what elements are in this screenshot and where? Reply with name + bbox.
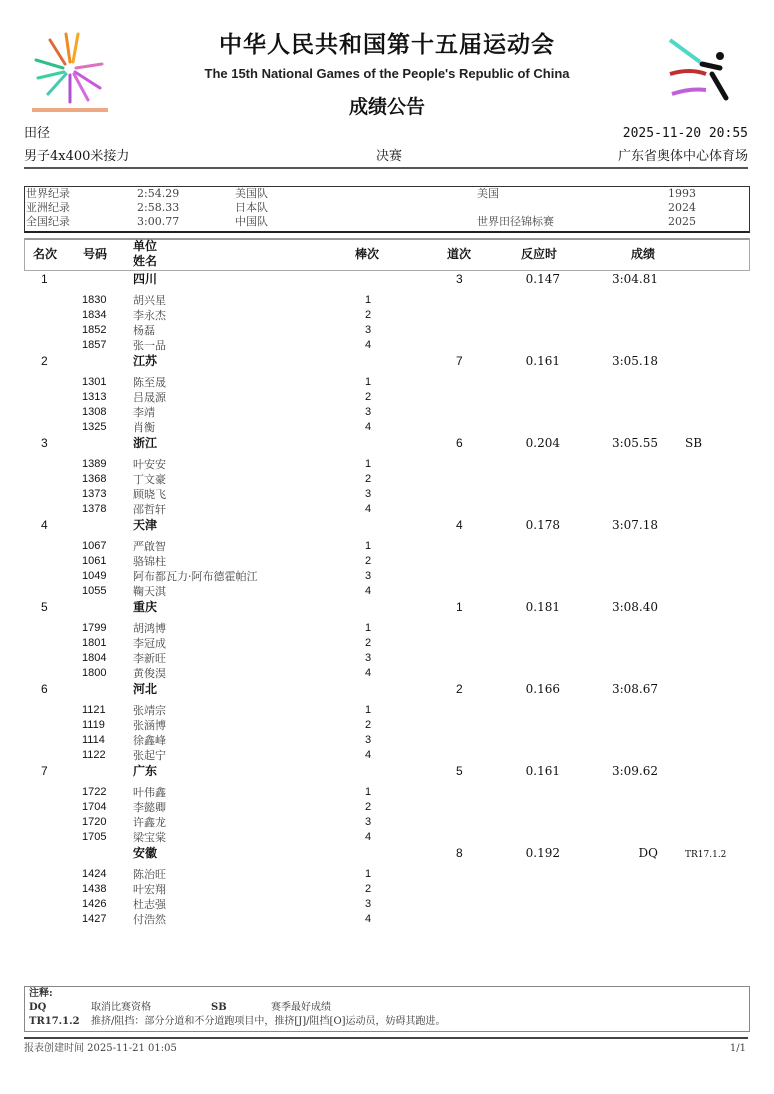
athlete-row [0, 816, 774, 831]
athlete-name: 叶宏翔 [133, 883, 166, 896]
team-result: 3:07.18 [611, 518, 658, 532]
athlete-row [0, 503, 774, 518]
team-lane: 8 [456, 846, 463, 860]
athlete-bib: 1122 [82, 749, 106, 761]
team-rank: 4 [41, 518, 48, 532]
athlete-name: 陈至晟 [133, 376, 166, 389]
team-name: 四川 [133, 272, 158, 286]
athlete-name: 李冠成 [133, 637, 166, 650]
athlete-row [0, 294, 774, 309]
athlete-leg: 4 [365, 585, 372, 597]
athlete-name: 梁宝棠 [133, 831, 166, 844]
athlete-bib: 1067 [82, 540, 107, 552]
athlete-name: 邵哲轩 [133, 503, 166, 516]
athlete-row [0, 473, 774, 488]
athlete-row [0, 339, 774, 354]
team-lane: 4 [456, 518, 463, 532]
team-lane: 3 [456, 272, 463, 286]
team-row [0, 764, 774, 786]
athlete-leg: 3 [365, 898, 372, 910]
athlete-leg: 3 [365, 488, 372, 500]
athlete-leg: 2 [365, 555, 372, 567]
athlete-bib: 1852 [82, 324, 107, 336]
datetime: 2025-11-20 20:55 [622, 126, 748, 141]
games-title-cn: 中华人民共和国第十五届运动会 [219, 32, 555, 58]
athlete-bib: 1800 [82, 667, 107, 679]
team-rank: 7 [41, 764, 48, 778]
athlete-name: 张起宁 [133, 749, 166, 762]
athlete-leg: 2 [365, 309, 372, 321]
athlete-row [0, 868, 774, 883]
athlete-row [0, 831, 774, 846]
athlete-bib: 1426 [82, 898, 107, 910]
athlete-name: 徐鑫峰 [133, 734, 166, 747]
athlete-name: 严啟智 [133, 540, 166, 553]
team-rank: 2 [41, 354, 48, 368]
athlete-row [0, 704, 774, 719]
report-created-time: 报表创建时间 2025-11-21 01:05 [24, 1043, 177, 1054]
athlete-bib: 1389 [82, 458, 107, 470]
athlete-leg: 1 [365, 458, 372, 470]
header-leg: 棒次 [355, 247, 380, 261]
athlete-row [0, 898, 774, 913]
athlete-leg: 3 [365, 816, 372, 828]
team-reaction: 0.181 [525, 600, 560, 614]
phase: 决赛 [376, 149, 403, 164]
athlete-leg: 3 [365, 324, 372, 336]
athlete-leg: 4 [365, 667, 372, 679]
athlete-leg: 4 [365, 339, 372, 351]
athlete-bib: 1049 [82, 570, 107, 582]
team-name: 河北 [133, 682, 158, 696]
record-year: 1993 [668, 187, 696, 200]
athlete-name: 阿布都瓦力·阿布德霍帕江 [133, 570, 258, 583]
note-dq-code: DQ [29, 1002, 47, 1013]
team-reaction: 0.166 [525, 682, 560, 696]
athlete-bib: 1705 [82, 831, 107, 843]
athlete-leg: 3 [365, 652, 372, 664]
header-lane: 道次 [447, 247, 472, 261]
results-table [0, 272, 774, 928]
notes-title: 注释: [29, 988, 53, 999]
athlete-row [0, 309, 774, 324]
athlete-bib: 1308 [82, 406, 107, 418]
athlete-bib: 1378 [82, 503, 107, 515]
team-result: 3:04.81 [611, 272, 658, 286]
record-type: 亚洲纪录 [26, 201, 70, 214]
team-reaction: 0.147 [525, 272, 560, 286]
athlete-row [0, 540, 774, 555]
athlete-leg: 3 [365, 734, 372, 746]
note-dq-desc: 取消比赛资格 [91, 1002, 151, 1013]
athlete-name: 肖衡 [133, 421, 155, 434]
note-sb-desc: 赛季最好成绩 [271, 1002, 331, 1013]
athlete-row [0, 555, 774, 570]
athlete-row [0, 667, 774, 682]
record-row [25, 215, 749, 229]
athlete-bib: 1857 [82, 339, 107, 351]
athlete-leg: 4 [365, 913, 372, 925]
team-rank: 5 [41, 600, 48, 614]
athlete-name: 陈治旺 [133, 868, 166, 881]
athlete-name: 许鑫龙 [133, 816, 166, 829]
record-place: 美国 [477, 187, 499, 200]
athlete-bib: 1427 [82, 913, 107, 925]
record-type: 全国纪录 [26, 215, 70, 228]
record-holder: 中国队 [235, 215, 268, 228]
athlete-name: 骆锦柱 [133, 555, 166, 568]
team-reaction: 0.178 [525, 518, 560, 532]
athlete-row [0, 391, 774, 406]
athlete-row [0, 421, 774, 436]
athlete-leg: 2 [365, 391, 372, 403]
page-number: 1/1 [729, 1043, 746, 1054]
divider [24, 167, 748, 169]
athlete-row [0, 458, 774, 473]
athlete-leg: 4 [365, 503, 372, 515]
header-rank: 名次 [33, 247, 58, 261]
divider [24, 1037, 748, 1039]
team-name: 浙江 [133, 436, 158, 450]
record-holder: 日本队 [235, 201, 268, 214]
team-reaction: 0.192 [525, 846, 560, 860]
record-time: 2:54.29 [137, 187, 180, 200]
athlete-row [0, 622, 774, 637]
athlete-leg: 3 [365, 570, 372, 582]
record-place: 世界田径锦标赛 [477, 215, 554, 228]
athlete-leg: 1 [365, 786, 372, 798]
athlete-leg: 2 [365, 637, 372, 649]
athlete-bib: 1313 [82, 391, 107, 403]
athlete-bib: 1368 [82, 473, 107, 485]
games-title-en: The 15th National Games of the People's Republic of China [204, 66, 570, 81]
note-sb-code: SB [211, 1002, 227, 1013]
athlete-name: 付浩然 [133, 913, 166, 926]
athlete-leg: 2 [365, 801, 372, 813]
athlete-name: 叶伟鑫 [133, 786, 166, 799]
team-reaction: 0.161 [525, 764, 560, 778]
team-row [0, 354, 774, 376]
athlete-row [0, 913, 774, 928]
athlete-leg: 1 [365, 704, 372, 716]
team-result: 3:08.67 [611, 682, 658, 696]
athlete-name: 张靖宗 [133, 704, 166, 717]
team-name: 江苏 [133, 354, 158, 368]
athlete-name: 张一品 [133, 339, 166, 352]
athlete-bib: 1830 [82, 294, 107, 306]
athlete-bib: 1801 [82, 637, 107, 649]
record-time: 2:58.33 [137, 201, 180, 214]
athlete-name: 胡鸿博 [133, 622, 166, 635]
athlete-row [0, 719, 774, 734]
athlete-leg: 2 [365, 883, 372, 895]
athlete-bib: 1424 [82, 868, 107, 880]
team-reaction: 0.204 [525, 436, 560, 450]
header-name: 姓名 [133, 254, 158, 268]
athlete-bib: 1720 [82, 816, 107, 828]
athlete-name: 鞠天淇 [133, 585, 166, 598]
athlete-bib: 1722 [82, 786, 107, 798]
header-bib: 号码 [83, 247, 108, 261]
athlete-row [0, 637, 774, 652]
header-reaction: 反应时 [521, 247, 558, 261]
team-lane: 6 [456, 436, 463, 450]
athlete-row [0, 324, 774, 339]
athlete-bib: 1114 [82, 734, 105, 746]
athlete-row [0, 488, 774, 503]
athlete-bib: 1325 [82, 421, 107, 433]
athlete-name: 胡兴星 [133, 294, 166, 307]
athlete-name: 李懿卿 [133, 801, 166, 814]
athlete-leg: 1 [365, 540, 372, 552]
athlete-bib: 1704 [82, 801, 107, 813]
athlete-name: 李靖 [133, 406, 155, 419]
table-header [24, 238, 750, 271]
team-row [0, 518, 774, 540]
athlete-row [0, 749, 774, 764]
team-result: 3:05.55 [611, 436, 658, 450]
note-tr-desc: 推挤/阻挡：部分分道和不分道跑项目中，推挤[J]/阻挡[O]运动员，妨碍其跑进。 [91, 1016, 446, 1027]
athlete-name: 叶安安 [133, 458, 166, 471]
athlete-leg: 1 [365, 376, 372, 388]
athlete-leg: 4 [365, 421, 372, 433]
header-result: 成绩 [631, 247, 656, 261]
team-lane: 7 [456, 354, 463, 368]
venue: 广东省奥体中心体育场 [617, 149, 748, 164]
athlete-leg: 1 [365, 294, 372, 306]
athlete-bib: 1119 [82, 719, 105, 731]
record-row [25, 187, 749, 201]
team-note: SB [685, 436, 703, 450]
team-rank: 6 [41, 682, 48, 696]
athlete-name: 张涵博 [133, 719, 166, 732]
athlete-leg: 2 [365, 719, 372, 731]
team-rank: 3 [41, 436, 48, 450]
team-name: 广东 [133, 764, 158, 778]
team-lane: 5 [456, 764, 463, 778]
record-year: 2024 [668, 201, 696, 214]
record-year: 2025 [668, 215, 696, 228]
team-note: TR17.1.2 [685, 850, 727, 860]
athlete-name: 李新旺 [133, 652, 166, 665]
athlete-row [0, 883, 774, 898]
athlete-name: 吕晟源 [133, 391, 166, 404]
note-tr-code: TR17.1.2 [29, 1016, 80, 1027]
team-lane: 2 [456, 682, 463, 696]
athlete-row [0, 786, 774, 801]
record-holder: 美国队 [235, 187, 268, 200]
team-lane: 1 [456, 600, 463, 614]
team-row [0, 600, 774, 622]
athlete-bib: 1061 [82, 555, 107, 567]
team-row [0, 846, 774, 868]
athlete-leg: 2 [365, 473, 372, 485]
record-type: 世界纪录 [26, 187, 70, 200]
athlete-leg: 1 [365, 868, 372, 880]
team-result: 3:09.62 [611, 764, 658, 778]
team-rank: 1 [41, 272, 48, 286]
record-row [25, 201, 749, 215]
athlete-bib: 1799 [82, 622, 107, 634]
athlete-bib: 1834 [82, 309, 107, 321]
athlete-row [0, 801, 774, 816]
athlete-bib: 1438 [82, 883, 107, 895]
athlete-leg: 3 [365, 406, 372, 418]
team-result: 3:05.18 [611, 354, 658, 368]
header-unit: 单位 [133, 239, 158, 253]
athlete-leg: 4 [365, 749, 372, 761]
athlete-row [0, 585, 774, 600]
athlete-row [0, 376, 774, 391]
athlete-bib: 1804 [82, 652, 107, 664]
team-result: DQ [638, 846, 658, 860]
team-row [0, 682, 774, 704]
sport-label: 田径 [24, 126, 51, 141]
athlete-bib: 1373 [82, 488, 107, 500]
team-result: 3:08.40 [611, 600, 658, 614]
team-name: 安徽 [133, 846, 158, 860]
athlete-name: 顾晓飞 [133, 488, 166, 501]
team-row [0, 436, 774, 458]
notes-box [24, 986, 750, 1032]
athlete-row [0, 734, 774, 749]
athlete-name: 杜志强 [133, 898, 166, 911]
athlete-row [0, 406, 774, 421]
athlete-leg: 1 [365, 622, 372, 634]
athlete-row [0, 652, 774, 667]
athlete-name: 杨磊 [133, 324, 155, 337]
athlete-bib: 1121 [82, 704, 106, 716]
record-time: 3:00.77 [137, 215, 180, 228]
team-name: 天津 [133, 518, 158, 532]
athlete-bib: 1301 [82, 376, 107, 388]
athlete-row [0, 570, 774, 585]
athlete-name: 李永杰 [133, 309, 166, 322]
athlete-name: 黄俊淏 [133, 667, 166, 680]
records-box [24, 186, 750, 233]
athlete-leg: 4 [365, 831, 372, 843]
team-row [0, 272, 774, 294]
athlete-name: 丁文豪 [133, 473, 166, 486]
event-name: 男子4x400米接力 [24, 149, 130, 164]
bulletin-title: 成绩公告 [348, 96, 425, 118]
athlete-bib: 1055 [82, 585, 107, 597]
team-name: 重庆 [133, 600, 158, 614]
team-reaction: 0.161 [525, 354, 560, 368]
